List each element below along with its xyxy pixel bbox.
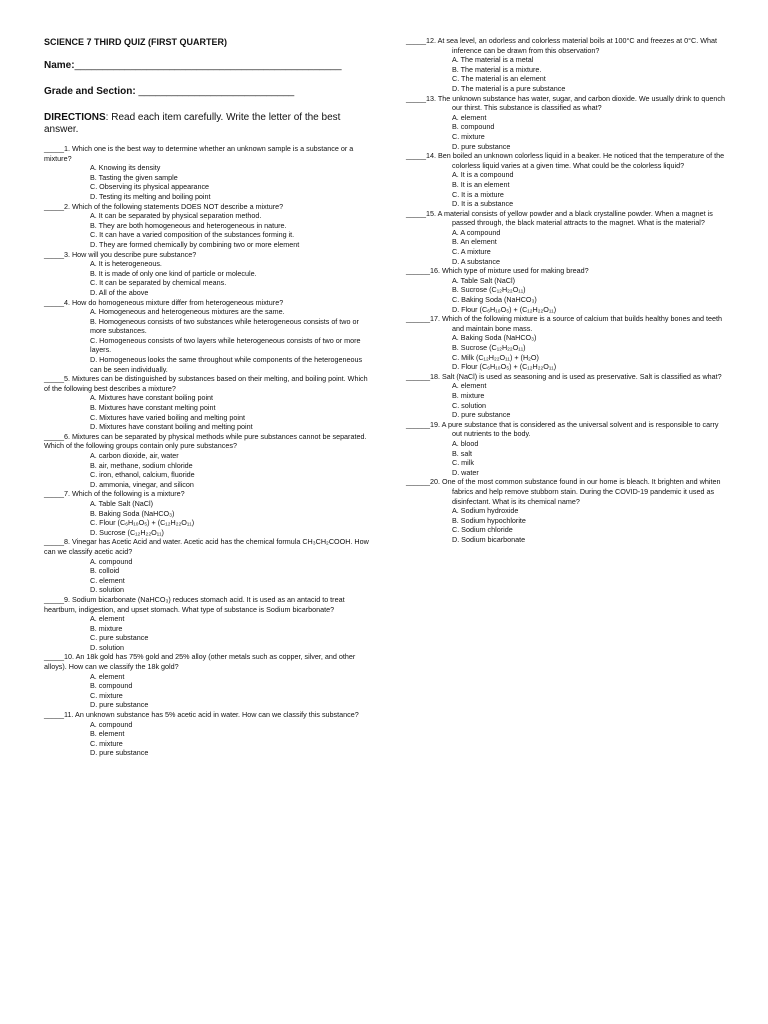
option-a: A. blood: [452, 438, 479, 448]
question-stem: _____6. Mixtures can be separated by physical methods while pure substances cannot be separated. Which of the following groups contain only pure substances?: [44, 431, 367, 451]
option-c: C. It can be separated by chemical means.: [90, 278, 227, 288]
question-stem: ______18. Salt (NaCl) is used as seasoning and is used as preservative. Salt is classified as what?: [406, 371, 722, 381]
option-b: B. Baking Soda (NaHCO₃): [90, 508, 175, 518]
question-4: [44, 298, 374, 375]
option-d: D. pure substance: [452, 410, 511, 420]
option-b: B. It is made of only one kind of particle or molecule.: [90, 268, 257, 278]
option-c: C. element: [90, 575, 125, 585]
option-c: C. mixture: [452, 131, 485, 141]
option-b: B. element: [90, 729, 125, 739]
option-c: C. solution: [452, 400, 486, 410]
option-c: C. iron, ethanol, calcium, fluoride: [90, 470, 195, 480]
name-label: Name:: [44, 60, 75, 71]
question-stem: ______16. Which type of mixture used for making bread?: [406, 266, 589, 276]
question-stem: _____4. How do homogeneous mixture differ from heterogeneous mixture?: [44, 297, 284, 307]
option-a: A. element: [452, 381, 487, 391]
option-a: A. It is a compound: [452, 170, 514, 180]
directions-text: : Read each item carefully. Write the letter of the best answer.: [44, 112, 341, 135]
option-a: A. Sodium hydroxide: [452, 506, 519, 516]
option-c: C. It is a mixture: [452, 189, 504, 199]
option-b: B. Tasting the given sample: [90, 172, 178, 182]
grade-section-field: [44, 86, 374, 98]
option-b: B. It is an element: [452, 179, 510, 189]
option-a: A. compound: [90, 719, 133, 729]
question-11: [44, 710, 374, 758]
grade-line: ____________________________: [135, 86, 295, 97]
option-c: C. Milk (C₁₂H₂₂O₁₁) + (H₂O): [452, 352, 539, 362]
option-c: C. It can have a varied composition of the substances forming it.: [90, 230, 295, 240]
question-5: [44, 374, 374, 432]
question-stem: _____3. How will you describe pure substance?: [44, 249, 197, 259]
option-b: B. An element: [452, 237, 497, 247]
question-stem: _____10. An 18k gold has 75% gold and 25% alloy (other metals such as copper, silver, and other alloys). How can we classify the 18k gold?: [44, 652, 356, 672]
question-stem: ______17. Which of the following mixture is a source of calcium that builds healthy bones and teeth and maintain bone mass.: [406, 314, 723, 333]
option-d: D. Sodium bicarbonate: [452, 534, 526, 544]
option-b: B. They are both homogeneous and heterogeneous in nature.: [90, 220, 287, 230]
question-stem: _____9. Sodium bicarbonate (NaHCO₃) reduces stomach acid. It is used as an antacid to treat heartburn, indigestion, and upset stomach. What type of substance is Sodium bicarbonate?: [44, 594, 345, 614]
question-stem: _____13. The unknown substance has water, sugar, and carbon dioxide. We usually drink to quench our thirst. This substance is classified as what?: [406, 93, 725, 113]
option-d: D. solution: [90, 585, 124, 595]
question-12: [406, 36, 726, 94]
option-d: D. Testing its melting and boiling point: [90, 191, 211, 201]
question-stem: ______20. One of the most common substance found in our home is bleach. It brighten and whiten fabrics and help remove stubborn stain. During the COVID-19 pandemic it used as disinfectant. What is its chemical name?: [406, 477, 721, 506]
option-a: A. compound: [90, 556, 133, 566]
option-d: D. They are formed chemically by combining two or more element: [90, 239, 300, 249]
option-d: D. pure substance: [452, 141, 511, 151]
question-15: [406, 209, 726, 267]
option-a: A. carbon dioxide, air, water: [90, 451, 179, 460]
option-d: D. ammonia, vinegar, and silicon: [90, 479, 194, 489]
option-a: A. Table Salt (NaCl): [452, 275, 515, 285]
option-a: A. The material is a metal: [452, 55, 534, 65]
question-16: [406, 266, 726, 314]
option-d: D. The material is a pure substance: [452, 83, 566, 93]
option-c: C. Mixtures have varied boiling and melting point: [90, 412, 246, 422]
option-b: B. Homogeneous consists of two substances while heterogeneous consists of two or more substances.: [90, 316, 359, 336]
option-a: A. Table Salt (NaCl): [90, 498, 153, 508]
option-d: D. Flour (C₆H₁₀O₅) + (C₁₂H₂₂O₁₁): [452, 362, 557, 372]
question-stem: _____11. An unknown substance has 5% acetic acid in water. How can we classify this substance?: [44, 710, 359, 720]
question-7: [44, 489, 374, 537]
left-column: [44, 36, 374, 758]
option-b: B. mixture: [90, 623, 123, 633]
question-13: [406, 94, 726, 152]
option-c: C. Baking Soda (NaHCO₃): [452, 295, 537, 305]
question-stem: ______19. A pure substance that is considered as the universal solvent and is responsible to carry out nutrients to the body.: [406, 419, 719, 439]
option-d: D. All of the above: [90, 287, 149, 297]
question-14: [406, 151, 726, 209]
question-18: [406, 372, 726, 420]
option-b: B. The material is a mixture.: [452, 64, 542, 74]
option-b: B. Sucrose (C₁₂H₂₂O₁₁): [452, 343, 526, 352]
question-20: [406, 477, 726, 544]
question-stem: _____7. Which of the following is a mixture?: [44, 489, 185, 499]
option-b: B. compound: [90, 681, 133, 691]
option-b: B. Mixtures have constant melting point: [90, 403, 216, 413]
directions-label: DIRECTIONS: [44, 112, 106, 123]
name-line: ________________________________________________: [74, 60, 342, 71]
option-a: A. Homogeneous and heterogeneous mixtures are the same.: [90, 307, 285, 317]
question-stem: _____12. At sea level, an odorless and colorless material boils at 100°C and freezes at 0°C. What inference can be drawn from this observation?: [406, 36, 717, 55]
option-b: B. compound: [452, 122, 495, 132]
option-d: D. Mixtures have constant boiling and melting point: [90, 422, 253, 432]
option-c: C. A mixture: [452, 247, 491, 257]
option-c: C. Sodium chloride: [452, 525, 513, 535]
option-b: B. air, methane, sodium chloride: [90, 460, 193, 470]
option-a: A. It is heterogeneous.: [90, 259, 162, 269]
option-d: D. pure substance: [90, 748, 149, 758]
question-6: [44, 432, 374, 490]
option-a: A. It can be separated by physical separation method.: [90, 211, 262, 221]
option-b: B. mixture: [452, 390, 485, 400]
question-2: [44, 202, 374, 250]
option-d: D. A substance: [452, 256, 500, 266]
question-stem: _____2. Which of the following statements DOES NOT describe a mixture?: [44, 201, 284, 211]
question-3: [44, 250, 374, 298]
option-b: B. colloid: [90, 566, 120, 576]
question-stem: _____5. Mixtures can be distinguished by substances based on their melting, and boiling point. Which of the following best describes a mixture?: [44, 374, 368, 393]
option-c: C. milk: [452, 458, 474, 468]
option-a: A. element: [90, 671, 125, 681]
question-17: [406, 314, 726, 372]
question-10: [44, 652, 374, 710]
directions: [44, 112, 374, 136]
option-b: B. Sucrose (C₁₂H₂₂O₁₁): [452, 285, 526, 295]
option-b: B. Sodium hypochlorite: [452, 515, 526, 525]
option-a: A. Mixtures have constant boiling point: [90, 393, 214, 403]
option-d: D. pure substance: [90, 700, 149, 710]
option-c: C. Flour (C₆H₁₀O₅) + (C₁₂H₂₂O₁₁): [90, 518, 195, 528]
option-d: D. Sucrose (C₁₂H₂₂O₁₁): [90, 527, 164, 537]
option-a: A. A compound: [452, 227, 501, 237]
option-d: D. water: [452, 467, 479, 477]
quiz-title: SCIENCE 7 THIRD QUIZ (FIRST QUARTER): [44, 37, 228, 47]
option-d: D. solution: [90, 642, 124, 652]
option-c: C. mixture: [90, 738, 123, 748]
question-stem: _____8. Vinegar has Acetic Acid and water. Acetic acid has the chemical formula CH₃CH₂COOH. How can we classify acetic acid?: [44, 537, 369, 556]
name-field: [44, 60, 374, 72]
option-d: D. It is a substance: [452, 199, 514, 209]
option-c: C. pure substance: [90, 633, 149, 643]
option-a: A. element: [90, 614, 125, 624]
question-8: [44, 537, 374, 595]
question-19: [406, 420, 726, 478]
option-c: C. Observing its physical appearance: [90, 182, 210, 192]
option-c: C. The material is an element: [452, 74, 546, 84]
option-b: B. salt: [452, 448, 472, 458]
option-a: A. Knowing its density: [90, 163, 161, 173]
option-c: C. mixture: [90, 690, 123, 700]
question-stem: _____14. Ben boiled an unknown colorless liquid in a beaker. He noticed that the temperature of the colorless liquid varies at a given time. What could be the colorless liquid?: [406, 151, 725, 170]
option-a: A. element: [452, 112, 487, 122]
option-d: D. Flour (C₆H₁₀O₅) + (C₁₂H₂₂O₁₁): [452, 304, 557, 314]
question-9: [44, 595, 374, 653]
question-stem: _____15. A material consists of yellow powder and a black crystalline powder. When a magnet is passed through, the black material attracts to the magnet. What is the material?: [406, 208, 713, 228]
option-a: A. Baking Soda (NaHCO₃): [452, 333, 537, 343]
option-d: D. Homogeneous looks the same throughout while components of the heterogeneous can be seen individually.: [90, 355, 363, 374]
right-column: [406, 36, 726, 544]
option-c: C. Homogeneous consists of two layers while heterogeneous consists of two or more layers.: [90, 335, 361, 355]
question-1: [44, 144, 374, 202]
question-stem: _____1. Which one is the best way to determine whether an unknown sample is a substance or a mixture?: [44, 144, 354, 163]
grade-label: Grade and Section:: [44, 86, 136, 97]
